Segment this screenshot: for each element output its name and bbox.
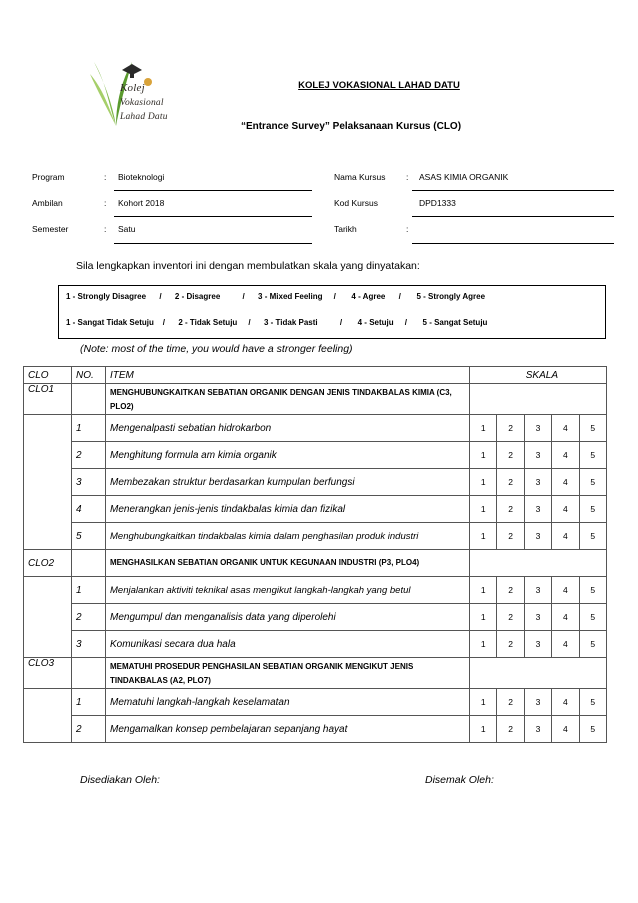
table-row <box>24 415 607 442</box>
rating-3[interactable]: 3 <box>524 631 551 658</box>
item-number: 1 <box>72 689 106 716</box>
scale-legend-malay: 1 - Sangat Tidak Setuju / 2 - Tidak Setuju / 3 - Tidak Pasti / 4 - Setuju / 5 - Sangat Setuju <box>66 318 488 327</box>
empty-cell <box>24 716 72 743</box>
ambilan-value: Kohort 2018 <box>118 198 165 208</box>
rating-2[interactable]: 2 <box>497 496 524 523</box>
item-number: 2 <box>72 716 106 743</box>
rating-4[interactable]: 4 <box>552 496 579 523</box>
item-text: Mengamalkan konsep pembelajaran sepanjang hayat <box>106 716 470 743</box>
rating-5[interactable]: 5 <box>579 577 606 604</box>
tarikh-underline <box>412 243 614 244</box>
table-row <box>24 442 607 469</box>
rating-1[interactable]: 1 <box>470 469 497 496</box>
rating-5[interactable]: 5 <box>579 469 606 496</box>
table-row <box>24 631 607 658</box>
program-label: Program <box>32 172 65 182</box>
rating-3[interactable]: 3 <box>524 496 551 523</box>
prepared-by-label: Disediakan Oleh: <box>80 774 160 786</box>
rating-2[interactable]: 2 <box>497 523 524 550</box>
rating-3[interactable]: 3 <box>524 577 551 604</box>
clo-code: CLO1 <box>24 384 72 415</box>
table-row <box>24 689 607 716</box>
checked-by-label: Disemak Oleh: <box>425 774 494 786</box>
semester-underline <box>114 243 312 244</box>
kod-kursus-label: Kod Kursus <box>334 198 378 208</box>
item-number: 3 <box>72 631 106 658</box>
rating-4[interactable]: 4 <box>552 442 579 469</box>
clo-title: MEMATUHI PROSEDUR PENGHASILAN SEBATIAN ORGANIK MENGIKUT JENIS TINDAKBALAS (A2, PLO7) <box>106 658 470 689</box>
clo-code: CLO3 <box>24 658 72 689</box>
table-row <box>24 523 607 550</box>
empty-cell <box>72 384 106 415</box>
rating-3[interactable]: 3 <box>524 415 551 442</box>
rating-3[interactable]: 3 <box>524 689 551 716</box>
empty-cell <box>72 550 106 577</box>
colon: : <box>104 198 107 208</box>
nama-kursus-label: Nama Kursus <box>334 172 386 182</box>
item-text: Mematuhi langkah-langkah keselamatan <box>106 689 470 716</box>
rating-2[interactable]: 2 <box>497 631 524 658</box>
rating-2[interactable]: 2 <box>497 716 524 743</box>
rating-1[interactable]: 1 <box>470 442 497 469</box>
rating-3[interactable]: 3 <box>524 604 551 631</box>
empty-cell <box>24 469 72 496</box>
rating-3[interactable]: 3 <box>524 523 551 550</box>
rating-5[interactable]: 5 <box>579 496 606 523</box>
ambilan-label: Ambilan <box>32 198 63 208</box>
survey-title: “Entrance Survey” Pelaksanaan Kursus (CLO) <box>240 121 462 132</box>
rating-1[interactable]: 1 <box>470 689 497 716</box>
rating-1[interactable]: 1 <box>470 716 497 743</box>
rating-1[interactable]: 1 <box>470 523 497 550</box>
tarikh-label: Tarikh <box>334 224 357 234</box>
item-text: Menghitung formula am kimia organik <box>106 442 470 469</box>
rating-5[interactable]: 5 <box>579 631 606 658</box>
nama-kursus-value: ASAS KIMIA ORGANIK <box>419 172 509 182</box>
rating-2[interactable]: 2 <box>497 577 524 604</box>
empty-cell <box>24 631 72 658</box>
item-number: 2 <box>72 442 106 469</box>
item-text: Menjalankan aktiviti teknikal asas mengikut langkah-langkah yang betul <box>106 577 470 604</box>
colon: : <box>406 224 409 234</box>
scale-legend-english: 1 - Strongly Disagree / 2 - Disagree / 3 - Mixed Feeling / 4 - Agree / 5 - Strongly Agree <box>66 292 486 301</box>
rating-4[interactable]: 4 <box>552 523 579 550</box>
empty-cell <box>24 689 72 716</box>
rating-4[interactable]: 4 <box>552 716 579 743</box>
scale-legend-box <box>58 285 606 339</box>
item-number: 1 <box>72 577 106 604</box>
kod-kursus-value: DPD1333 <box>419 198 456 208</box>
item-number: 3 <box>72 469 106 496</box>
rating-1[interactable]: 1 <box>470 631 497 658</box>
empty-cell <box>470 658 607 689</box>
clo-code: CLO2 <box>24 550 72 577</box>
rating-3[interactable]: 3 <box>524 469 551 496</box>
clo-group-row <box>24 384 607 415</box>
table-header-row <box>24 367 607 384</box>
college-logo <box>86 52 194 130</box>
empty-cell <box>24 577 72 604</box>
rating-4[interactable]: 4 <box>552 415 579 442</box>
instructions-text: Sila lengkapkan inventori ini dengan membulatkan skala yang dinyatakan: <box>76 260 420 272</box>
clo-group-row <box>24 658 607 689</box>
rating-2[interactable]: 2 <box>497 442 524 469</box>
item-number: 5 <box>72 523 106 550</box>
note-text: (Note: most of the time, you would have a stronger feeling) <box>80 343 353 355</box>
item-text: Menghubungkaitkan tindakbalas kimia dalam penghasilan produk industri <box>106 523 470 550</box>
item-number: 4 <box>72 496 106 523</box>
rating-2[interactable]: 2 <box>497 469 524 496</box>
rating-4[interactable]: 4 <box>552 631 579 658</box>
item-text: Komunikasi secara dua hala <box>106 631 470 658</box>
header-no: NO. <box>72 367 106 384</box>
rating-1[interactable]: 1 <box>470 415 497 442</box>
rating-5[interactable]: 5 <box>579 604 606 631</box>
item-text: Mengenalpasti sebatian hidrokarbon <box>106 415 470 442</box>
college-title: KOLEJ VOKASIONAL LAHAD DATU <box>298 80 460 91</box>
rating-2[interactable]: 2 <box>497 689 524 716</box>
rating-3[interactable]: 3 <box>524 716 551 743</box>
ambilan-underline <box>114 216 312 217</box>
rating-5[interactable]: 5 <box>579 716 606 743</box>
rating-1[interactable]: 1 <box>470 577 497 604</box>
rating-4[interactable]: 4 <box>552 577 579 604</box>
header-skala: SKALA <box>470 367 607 384</box>
rating-4[interactable]: 4 <box>552 689 579 716</box>
rating-3[interactable]: 3 <box>524 442 551 469</box>
table-row <box>24 496 607 523</box>
program-underline <box>114 190 312 191</box>
table-row <box>24 604 607 631</box>
rating-5[interactable]: 5 <box>579 442 606 469</box>
semester-value: Satu <box>118 224 136 234</box>
empty-cell <box>24 523 72 550</box>
logo-text-line3: Lahad Datu <box>120 112 168 122</box>
nama-kursus-underline <box>412 190 614 191</box>
item-text: Membezakan struktur berdasarkan kumpulan berfungsi <box>106 469 470 496</box>
item-text: Menerangkan jenis-jenis tindakbalas kimia dan fizikal <box>106 496 470 523</box>
logo-text-line2: Vokasional <box>120 98 164 108</box>
empty-cell <box>24 496 72 523</box>
table-row <box>24 469 607 496</box>
table-row <box>24 716 607 743</box>
empty-cell <box>24 415 72 442</box>
clo-group-row <box>24 550 607 577</box>
clo-title: MENGHUBUNGKAITKAN SEBATIAN ORGANIK DENGAN JENIS TINDAKBALAS KIMIA (C3, PLO2) <box>106 384 470 415</box>
colon: : <box>104 224 107 234</box>
kod-kursus-underline <box>412 216 614 217</box>
logo-text-line1: Kolej <box>120 82 145 94</box>
empty-cell <box>72 658 106 689</box>
empty-cell <box>470 384 607 415</box>
survey-table <box>23 366 607 743</box>
clo-title: MENGHASILKAN SEBATIAN ORGANIK UNTUK KEGUNAAN INDUSTRI (P3, PLO4) <box>106 550 470 577</box>
empty-cell <box>24 442 72 469</box>
item-number: 2 <box>72 604 106 631</box>
table-row <box>24 577 607 604</box>
rating-5[interactable]: 5 <box>579 523 606 550</box>
rating-1[interactable]: 1 <box>470 496 497 523</box>
program-value: Bioteknologi <box>118 172 165 182</box>
colon: : <box>406 172 409 182</box>
colon: : <box>104 172 107 182</box>
rating-5[interactable]: 5 <box>579 415 606 442</box>
rating-2[interactable]: 2 <box>497 604 524 631</box>
rating-1[interactable]: 1 <box>470 604 497 631</box>
header-clo: CLO <box>24 367 72 384</box>
semester-label: Semester <box>32 224 69 234</box>
rating-4[interactable]: 4 <box>552 469 579 496</box>
header-item: ITEM <box>106 367 470 384</box>
rating-5[interactable]: 5 <box>579 689 606 716</box>
empty-cell <box>470 550 607 577</box>
empty-cell <box>24 604 72 631</box>
rating-2[interactable]: 2 <box>497 415 524 442</box>
item-number: 1 <box>72 415 106 442</box>
item-text: Mengumpul dan menganalisis data yang diperolehi <box>106 604 470 631</box>
rating-4[interactable]: 4 <box>552 604 579 631</box>
